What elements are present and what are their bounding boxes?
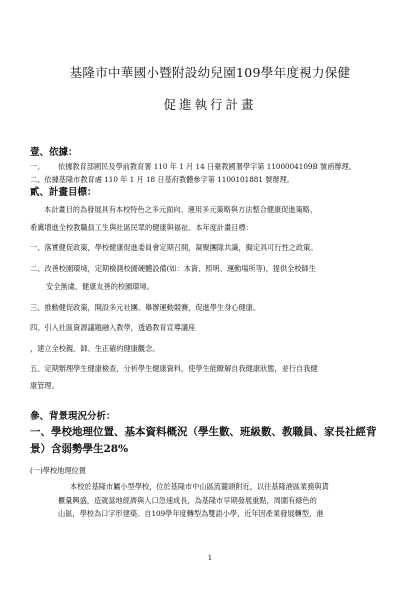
basis-item-text: 依據基隆市教育處 110 年 1 月 18 日基府教體參字第 1100101881 號辦理。 — [44, 174, 294, 184]
background-subheading-line1: 一、學校地理位置、基本資料概況（學生數、班級數、教職員、家長社經背 — [30, 426, 377, 438]
document-title-line2: 促進執行計畫 — [163, 97, 257, 112]
goals-intro-line1: 本計畫目的為發展具有本校特色之多元面向、運用多元策略與方法整合健康促進策略， — [44, 205, 318, 214]
section-basis-heading: 壹、依據： — [30, 147, 78, 158]
section-goals-heading: 貳、計畫目標： — [30, 187, 97, 198]
geo-body-line: 本校於基隆市屬小型學校，位於基隆市中山區流籠頭附近，以往基隆港區業務與貨 — [70, 482, 329, 491]
section-background-heading: 參、背景現況分析： — [30, 411, 116, 422]
document-title-line1: 基隆市中華國小暨附設幼兒園109學年度視力保健 — [69, 65, 351, 80]
background-subheading-line2: 景）含弱勢學生28% — [30, 443, 129, 455]
goal-item: 一、落實健促政策，學校健康促進委員會定期召開，凝聚團隊共識，擬定具可行性之政策。 — [30, 243, 318, 252]
goals-intro-line2: 希冀增進全校教職員工生與社區民眾的健康與福祉。本年度計畫目標： — [30, 222, 253, 232]
basis-item — [30, 174, 390, 186]
goal-item: 四、引入社區資源議題融入教學，透過教育宣導講座 — [30, 323, 196, 332]
goal-item: 五、定期辦理學生健康檢查，分析學生健康資料，使學生能瞭解自我健康狀態，並行自我健 — [30, 364, 318, 373]
basis-item-number: 二、 — [30, 174, 45, 184]
goal-item: 二、改善校園環境，定期檢測校園硬體設備(如：本資、照明、運動場所等)，提供全校師生 — [30, 263, 316, 273]
page-number: 1 — [207, 554, 213, 562]
goal-item: 三、推動健促政策，開設多元社團、舉辦運動競賽，促進學生身心健康。 — [30, 302, 261, 312]
geo-location-heading: (一)學校地理位置 — [30, 466, 86, 475]
goal-item: ，建立全校親、師、生正確的健康觀念。 — [30, 343, 160, 353]
goal-item-continuation: 康管理。 — [30, 380, 59, 390]
goal-item-continuation: 安全無虞、健康友善的校園環境。 — [46, 282, 154, 291]
basis-item-number: 一、 — [30, 162, 45, 171]
geo-body-line: 櫃量興盛，造就當地經濟與人口急速成長，為基隆市早期發展重點，周圍有綠色的 — [58, 495, 317, 505]
basis-item-text: 依據教育部國民及學前教育署 110 年 1 月 14 日臺教國署學字第 1100004109B 號函辦理。 — [58, 162, 356, 171]
geo-body-line: 山區，學校為口字形建築。自109學年度轉型為雙語小學，近年因產業發展轉型，港 — [58, 509, 324, 518]
basis-item — [30, 161, 390, 173]
